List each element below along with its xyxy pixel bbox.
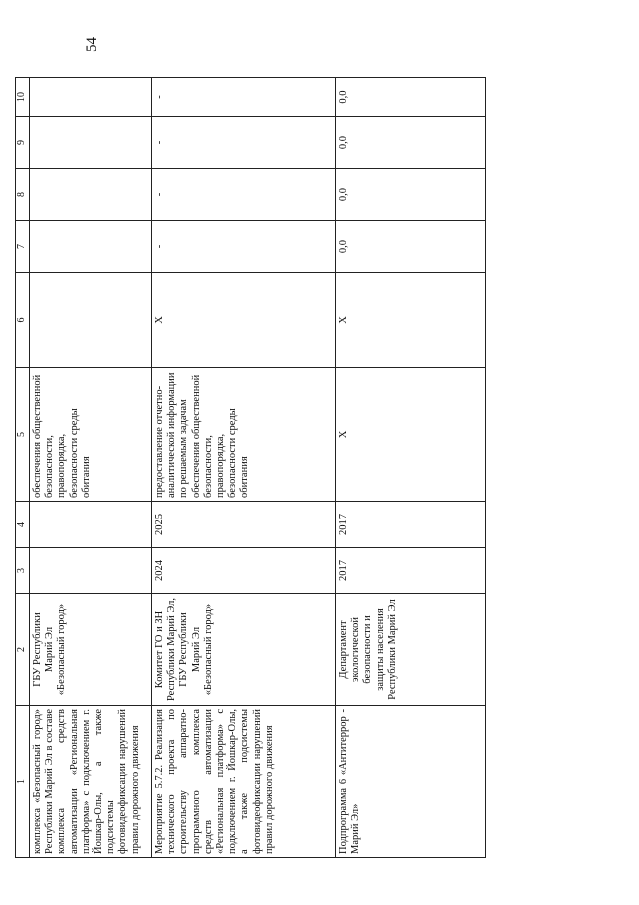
end-year-cell: 2017 — [336, 502, 486, 548]
header-cell: 2 — [16, 594, 30, 706]
end-year-cell: 2025 — [152, 502, 336, 548]
value-cell: 0,0 — [336, 117, 486, 169]
value-cell — [30, 78, 152, 117]
value-cell — [30, 169, 152, 221]
header-cell: 4 — [16, 502, 30, 548]
header-cell: 6 — [16, 273, 30, 368]
header-cell: 7 — [16, 221, 30, 273]
value-cell — [30, 273, 152, 368]
measure-name-cell: Мероприятие 5.7.2. Реализация технического проекта по строительству аппаратно-программного комплекса средств автоматизации «Региональная платформа» с подключением г. Йошкар-Олы, а также подсистемы фотовидеофиксации нарушений правил дорожного движения — [152, 706, 336, 858]
table-row — [336, 78, 486, 858]
end-year-cell — [30, 502, 152, 548]
header-cell: 1 — [16, 706, 30, 858]
header-cell: 9 — [16, 117, 30, 169]
value-cell: - — [152, 169, 336, 221]
value-cell: - — [152, 117, 336, 169]
value-cell: 0,0 — [336, 169, 486, 221]
executor-cell: Комитет ГО и ЗН Республики Марий Эл, ГБУ Республики Марий Эл «Безопасный город» — [152, 594, 336, 706]
value-cell — [30, 221, 152, 273]
value-cell: Х — [152, 273, 336, 368]
value-cell: 0,0 — [336, 78, 486, 117]
value-cell: Х — [336, 273, 486, 368]
result-cell: предоставление отчетно-аналитической информации по решаемым задачам обеспечения общественной безопасности, правопорядка, безопасности среды обитания — [152, 368, 336, 502]
start-year-cell — [30, 548, 152, 594]
executor-cell: ГБУ Республики Марий Эл «Безопасный город» — [30, 594, 152, 706]
value-cell: - — [152, 221, 336, 273]
start-year-cell: 2024 — [152, 548, 336, 594]
value-cell: - — [152, 78, 336, 117]
executor-cell: Департамент экологической безопасности и защиты населения Республики Марий Эл — [336, 594, 486, 706]
header-cell: 8 — [16, 169, 30, 221]
measure-name-cell: комплекса «Безопасный город» Республики Марий Эл в составе комплекса средств автоматизации «Региональная платформа» с подключением г. Йошкар-Олы, а также подсистемы фотовидеофиксации нарушений правил дорожного движения — [30, 706, 152, 858]
start-year-cell: 2017 — [336, 548, 486, 594]
measures-table — [15, 77, 486, 858]
header-cell: 3 — [16, 548, 30, 594]
page-number: 54 — [84, 37, 100, 52]
header-cell: 10 — [16, 78, 30, 117]
table-row — [152, 78, 336, 858]
value-cell — [30, 117, 152, 169]
table-row — [30, 78, 152, 858]
header-cell: 5 — [16, 368, 30, 502]
result-cell: обеспечения общественной безопасности, правопорядка, безопасности среды обитания — [30, 368, 152, 502]
measure-name-cell: Подпрограмма 6 «Антитеррор - Марий Эл» — [336, 706, 486, 858]
header-row — [16, 78, 30, 858]
rotated-table-area — [15, 78, 490, 858]
value-cell: 0,0 — [336, 221, 486, 273]
result-cell: Х — [336, 368, 486, 502]
